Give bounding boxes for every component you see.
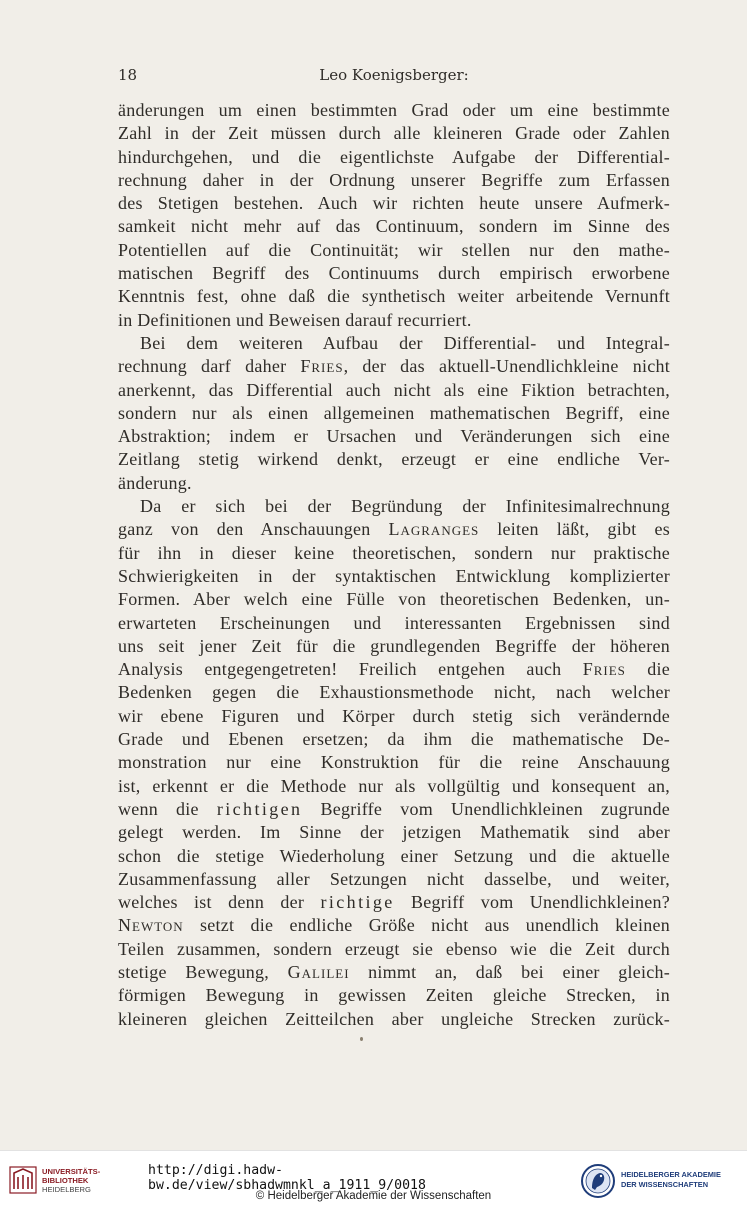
emphasis-richtige: richtige <box>320 892 395 913</box>
text-fragment: , der das aktuell-Unendlichkleine nicht <box>343 356 670 377</box>
text-line: Abstraktion; indem er Ursachen und Veränderungen sich eine <box>118 426 670 447</box>
text-line: Teilen zusammen, sondern erzeugt sie ebenso wie die Zeit durch <box>118 938 670 959</box>
text-fragment: ganz von den Anschauungen <box>118 519 389 540</box>
text-line: für ihn in dieser keine theoretischen, sondern nur praktische <box>118 542 670 563</box>
text-line <box>118 518 670 541</box>
text-line: Da er sich bei der Begründung der Infinitesimalrechnung <box>140 496 670 517</box>
text-line <box>118 355 670 378</box>
page-number: 18 <box>118 66 138 84</box>
text-line: Kenntnis fest, ohne daß die synthetisch weiter arbeitende Vernunft <box>118 286 670 307</box>
author-name-fries: Fries <box>582 659 626 680</box>
author-name-newton: Newton <box>118 915 184 936</box>
text-fragment: stetige Bewegung, <box>118 961 288 982</box>
paper-speck <box>360 1037 363 1041</box>
text-fragment: rechnung darf daher <box>118 356 301 377</box>
academy-seal-icon <box>580 1161 616 1201</box>
text-fragment: Begriffe vom Unendlichkleinen zugrunde <box>302 798 671 819</box>
author-name-fries: Fries <box>300 356 344 377</box>
permalink-url[interactable]: http://digi.hadw-bw.de/view/sbhadwmnkl_a_1911_9/0018 <box>148 1163 426 1193</box>
text-fragment: Begriff vom Unendlichkleinen? <box>394 892 671 913</box>
text-fragment: setzt die endliche Größe nicht aus unendlich kleinen <box>183 915 670 936</box>
text-line <box>118 658 670 681</box>
text-line: Bei dem weiteren Aufbau der Differential- und Integral- <box>140 332 670 353</box>
text-line: Grade und Ebenen ersetzen; da ihm die mathematische De- <box>118 729 670 750</box>
text-line: wir ebene Figuren und Körper durch stetig sich verändernde <box>118 705 670 726</box>
text-line: Schwierigkeiten in der syntaktischen Entwicklung komplizierter <box>118 565 670 586</box>
library-name-line: BIBLIOTHEK <box>42 1176 89 1185</box>
text-line <box>118 798 670 821</box>
text-line: ist, erkennt er die Methode nur als vollgültig und konsequent an, <box>118 775 670 796</box>
text-line: Formen. Aber welch eine Fülle von theoretischen Bedenken, un- <box>118 589 670 610</box>
body-text <box>118 99 670 1031</box>
viewer-footer <box>0 1150 747 1211</box>
text-line: änderung. <box>118 472 192 493</box>
text-line: des Stetigen bestehen. Auch wir richten heute unsere Aufmerk- <box>118 193 670 214</box>
text-line: kleineren gleichen Zeitteilchen aber ungleiche Strecken zurück- <box>118 1008 670 1029</box>
text-line: in Definitionen und Beweisen darauf recurriert. <box>118 309 472 330</box>
text-line: uns seit jener Zeit für die grundlegenden Begriffe der höheren <box>118 635 670 656</box>
text-fragment: Analysis entgegengetreten! Freilich entgehen auch <box>118 659 583 680</box>
text-fragment: die <box>625 659 670 680</box>
text-line: samkeit nicht mehr auf das Continuum, sondern im Sinne des <box>118 216 670 237</box>
text-line: erwarteten Erscheinungen und interessanten Ergebnissen sind <box>118 612 670 633</box>
page-header <box>118 66 670 90</box>
academy-name-line: DER WISSENSCHAFTEN <box>621 1180 709 1189</box>
text-fragment: nimmt an, daß bei einer gleich- <box>349 961 670 982</box>
text-line: hindurchgehen, und die eigentlichste Aufgabe der Differential- <box>118 146 670 167</box>
library-name-line: HEIDELBERG <box>42 1185 91 1194</box>
author-name-lagranges: Lagranges <box>388 519 480 540</box>
text-line: matischen Begriff des Continuums durch empirisch erworbene <box>118 263 670 284</box>
text-fragment: welches ist denn der <box>118 892 321 913</box>
academy-name <box>621 1170 721 1190</box>
text-line: anerkennt, das Differential auch nicht als eine Fiktion betrachten, <box>118 379 670 400</box>
text-fragment: wenn die <box>118 798 217 819</box>
text-fragment: leiten läßt, gibt es <box>479 519 671 540</box>
text-line: rechnung daher in der Ordnung unserer Begriffe zum Erfassen <box>118 169 670 190</box>
text-line: förmigen Bewegung in gewissen Zeiten gleiche Strecken, in <box>118 985 670 1006</box>
text-line <box>118 961 670 984</box>
academy-name-line: HEIDELBERGER AKADEMIE <box>621 1170 721 1179</box>
text-line: änderungen um einen bestimmten Grad oder um eine bestimmte <box>118 100 670 120</box>
text-line: Zahl in der Zeit müssen durch alle kleineren Grade oder Zahlen <box>118 123 670 144</box>
text-line: monstration nur eine Konstruktion für die reine Anschauung <box>118 752 670 773</box>
emphasis-richtigen: richtigen <box>216 798 303 819</box>
running-head: Leo Koenigsberger: <box>319 66 469 84</box>
text-line: schon die stetige Wiederholung einer Setzung und die aktuelle <box>118 845 670 866</box>
text-line: gelegt werden. Im Sinne der jetzigen Mathematik sind aber <box>118 822 670 843</box>
text-line: Zusammenfassung aller Setzungen nicht dasselbe, und weiter, <box>118 868 670 889</box>
text-line <box>118 891 670 914</box>
text-line: Bedenken gegen die Exhaustionsmethode nicht, nach welcher <box>118 682 670 703</box>
text-line <box>118 914 670 937</box>
copyright-notice: © Heidelberger Akademie der Wissenschaften <box>255 1190 492 1202</box>
author-name-galilei: Galilei <box>287 961 350 982</box>
text-line: Zeitlang stetig wirkend denkt, erzeugt er eine endliche Ver- <box>118 449 670 470</box>
text-line: sondern nur als einen allgemeinen mathematischen Begriff, eine <box>118 402 670 423</box>
text-line: Potentiellen auf die Continuität; wir stellen nur den mathe- <box>118 239 670 260</box>
library-name-line: UNIVERSITÄTS- <box>42 1167 101 1176</box>
